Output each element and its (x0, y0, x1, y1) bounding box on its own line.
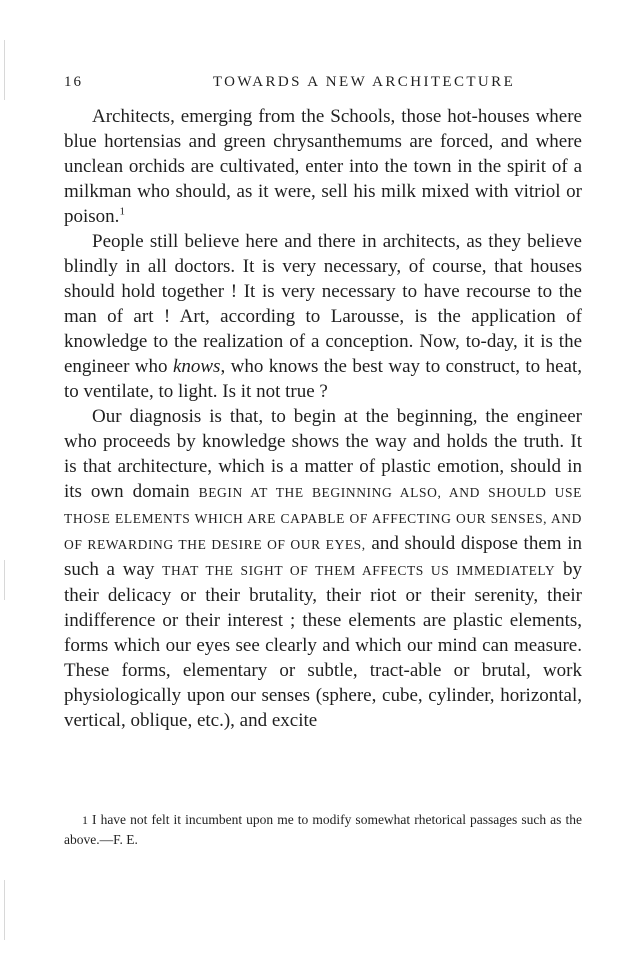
page-number: 16 (64, 74, 83, 90)
paragraph-architects (64, 104, 582, 229)
footnote-reference: 1 (119, 205, 125, 218)
footnote-number: 1 (82, 813, 88, 827)
running-title: TOWARDS A NEW ARCHITECTURE (212, 74, 516, 90)
small-caps-passage: THAT THE SIGHT OF THEM AFFECTS US IMMEDIATELY (162, 563, 556, 578)
footnote-text: I have not felt it incumbent upon me to modify somewhat rhetorical passages such as the above.—F. E. (64, 812, 582, 847)
running-head (64, 74, 584, 96)
paragraph-text: Our diagnosis is that, to begin at the beginning, the engineer who proceeds by knowledge shows the way and holds the truth. It is that architecture, which is a matter of plastic emotion, should in its own domain (64, 406, 582, 502)
paragraph-text: and should dispose them in such a way (64, 533, 582, 580)
paragraph-text: Architects, emerging from the Schools, those hot-houses where blue hortensias and green chrysanthemums are forced, and where unclean orchids are cultivated, enter into the town in the spirit of a milkman who should, as it were, sell his milk mixed with vitriol or poison. (64, 106, 582, 227)
paragraph-people-believe (64, 229, 582, 404)
paragraph-text: , who knows the best way to construct, to heat, to ventilate, to light. Is it not true ? (64, 356, 582, 402)
scan-gutter-mark (4, 560, 5, 600)
emphasis-knows: knows (172, 356, 221, 377)
paragraph-text: by their delicacy or their brutality, their riot or their serenity, their indifference or their interest ; these elements are plastic elements, forms which our eyes see clearly and which our mind can measure. These forms, elementary or subtle, tract-able or brutal, work physiologically upon our senses (sphere, cube, cylinder, horizontal, vertical, oblique, etc.), and excite (64, 559, 582, 731)
body-text (64, 104, 582, 733)
footnote (64, 810, 582, 849)
scan-gutter-mark (4, 40, 5, 100)
small-caps-passage: BEGIN AT THE BEGINNING ALSO, AND SHOULD USE THOSE ELEMENTS WHICH ARE CAPABLE OF AFFECTING OUR SENSES, AND OF REWARDING THE DESIRE OF OUR EYES, (64, 485, 582, 552)
scan-gutter-mark (4, 880, 5, 940)
paragraph-diagnosis (64, 404, 582, 733)
paragraph-text: People still believe here and there in architects, as they believe blindly in all doctors. It is very necessary, of course, that houses should hold together ! It is very necessary to have recourse to the man of art ! Art, according to Larousse, is the application of knowledge to the realization of a conception. Now, to-day, it is the engineer who (64, 231, 582, 377)
